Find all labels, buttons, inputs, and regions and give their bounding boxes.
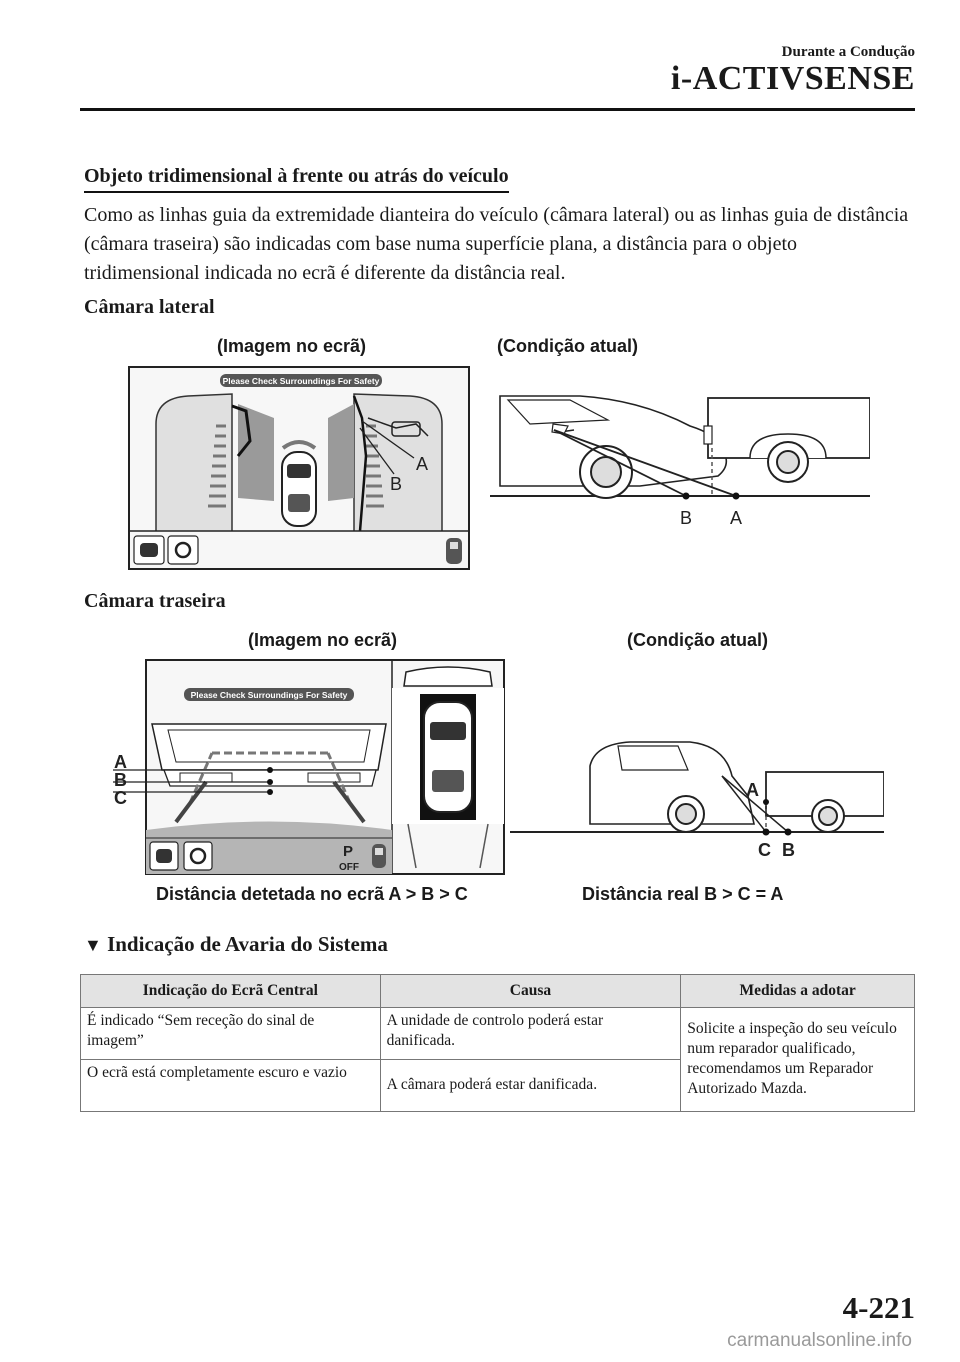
- table-cell-cause: A unidade de controlo poderá estar danificada.: [380, 1008, 681, 1060]
- rear-screen-marker-b: B: [114, 770, 127, 790]
- table-cell-action: Solicite a inspeção do seu veículo num reparador qualificado, recomendamos um Reparador Autorizado Mazda.: [681, 1008, 915, 1112]
- col-header-action: Medidas a adotar: [681, 975, 915, 1008]
- col-header-indication: Indicação do Ecrã Central: [81, 975, 381, 1008]
- table-header-row: [81, 975, 915, 1008]
- lateral-screen-label: (Imagem no ecrã): [217, 336, 367, 356]
- lateral-screen-marker-a: A: [416, 454, 429, 474]
- lateral-screen-illustration: [128, 366, 470, 570]
- table-row: [81, 1008, 915, 1060]
- rear-screen-marker-c: C: [114, 788, 127, 808]
- section-title: Objeto tridimensional à frente ou atrás do veículo: [84, 165, 509, 193]
- malfunction-heading: [84, 932, 388, 957]
- rear-actual-illustration: [510, 736, 884, 862]
- malfunction-heading-text: Indicação de Avaria do Sistema: [107, 932, 388, 956]
- rear-screen-illustration: [110, 658, 506, 876]
- rear-actual-marker-c: C: [758, 840, 771, 860]
- col-header-cause: Causa: [380, 975, 681, 1008]
- rear-banner-text: Please Check Surroundings For Safety: [190, 690, 348, 700]
- page-number: 4-221: [842, 1290, 915, 1325]
- intro-paragraph: Como as linhas guia da extremidade dianteira do veículo (câmara lateral) ou as linhas guia de distância (câmara traseira) são indicadas com base numa superfície plana, a distância para o objeto tridimensional indicada no ecrã é diferente da distância real.: [84, 204, 909, 284]
- section-header: i-ACTIVSENSE: [670, 60, 915, 97]
- rear-actual-marker-b: B: [782, 840, 795, 860]
- table-cell-cause: A câmara poderá estar danificada.: [380, 1060, 681, 1112]
- lateral-camera-heading: Câmara lateral: [84, 296, 215, 318]
- lateral-banner-text: Please Check Surroundings For Safety: [222, 376, 380, 386]
- lateral-screen-marker-b: B: [390, 474, 403, 494]
- lateral-actual-illustration: [490, 386, 870, 536]
- table-cell-indication: O ecrã está completamente escuro e vazio: [81, 1060, 381, 1112]
- lateral-actual-label: (Condição atual): [497, 336, 639, 356]
- rear-off-label: OFF: [339, 862, 359, 873]
- watermark: carmanualsonline.info: [727, 1330, 912, 1351]
- rear-actual-marker-a: A: [746, 780, 759, 800]
- chapter-title: Durante a Condução: [781, 44, 915, 60]
- triangle-down-icon: ▼: [84, 935, 102, 955]
- header-divider: [80, 108, 915, 111]
- rear-screen-caption: Distância detetada no ecrã A > B > C: [156, 884, 468, 904]
- svg-text:P: P: [343, 843, 354, 860]
- table-cell-indication: É indicado “Sem receção do sinal de imagem”: [81, 1008, 381, 1060]
- rear-screen-marker-a: A: [114, 752, 127, 772]
- rear-actual-label: (Condição atual): [627, 630, 769, 650]
- lateral-actual-marker-a: A: [730, 508, 743, 528]
- rear-screen-label: (Imagem no ecrã): [248, 630, 398, 650]
- rear-camera-heading: Câmara traseira: [84, 590, 226, 612]
- malfunction-table: [80, 974, 915, 1112]
- lateral-actual-marker-b: B: [680, 508, 693, 528]
- rear-actual-caption: Distância real B > C = A: [582, 884, 784, 904]
